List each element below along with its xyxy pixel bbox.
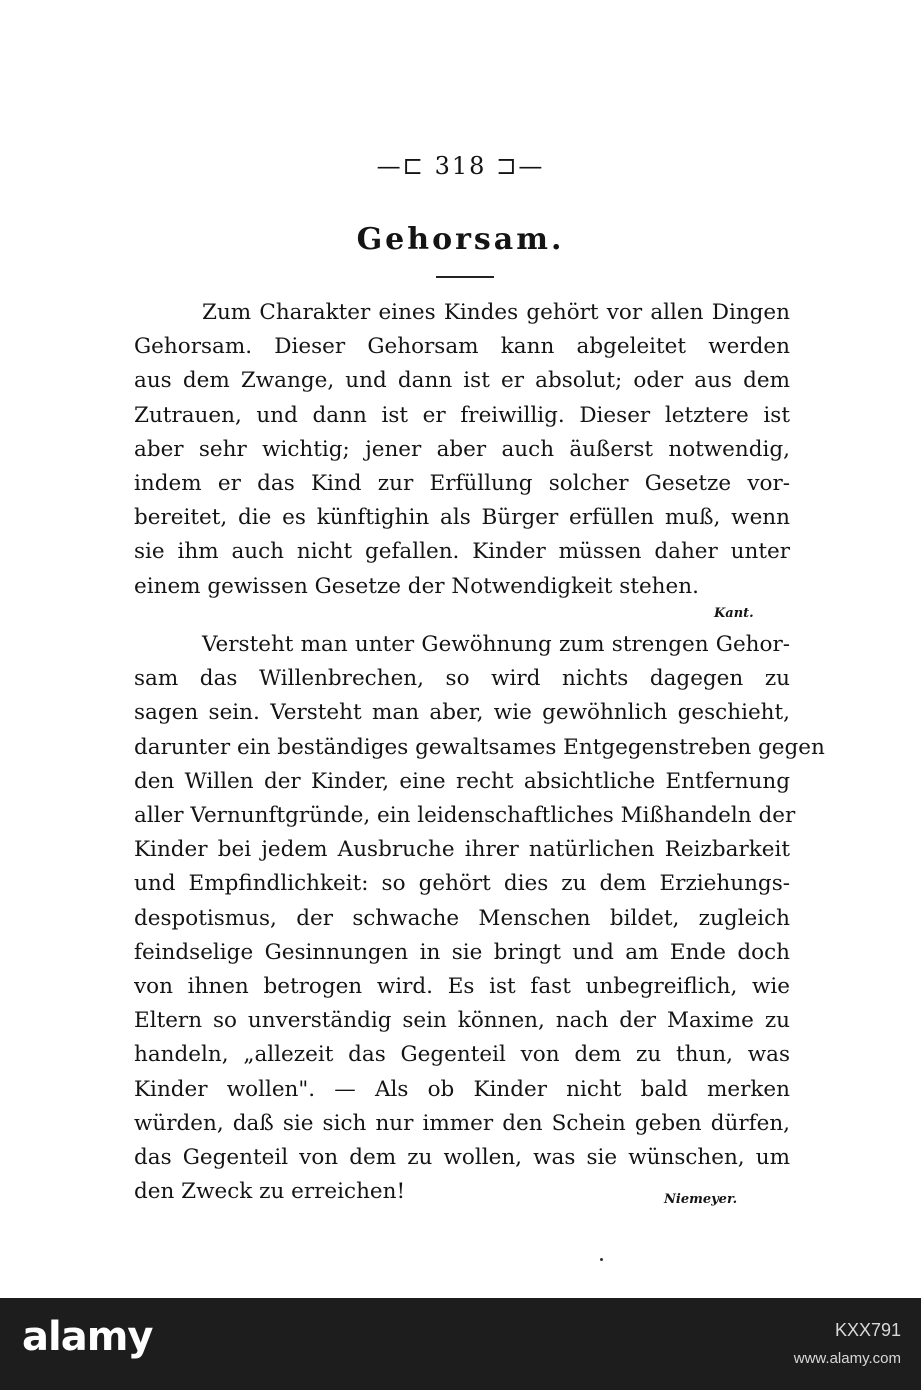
watermark-url: www.alamy.com	[793, 1350, 901, 1367]
text-line: sagen sein. Versteht man aber, wie gewöhnlich geschieht,	[134, 700, 790, 726]
text-line: despotismus, der schwache Menschen bildet, zugleich	[134, 905, 790, 931]
text-line: Zutrauen, und dann ist er freiwillig. Dieser letztere ist	[134, 402, 790, 428]
text-line: indem er das Kind zur Erfüllung solcher Gesetze vor-	[134, 471, 790, 497]
text-line: handeln, „allezeit das Gegenteil von dem zu thun, was	[134, 1042, 790, 1068]
print-speck	[600, 1258, 603, 1261]
text-line: von ihnen betrogen wird. Es ist fast unbegreiflich, wie	[134, 974, 790, 1000]
title-divider	[436, 276, 494, 278]
text-line: Eltern so unverständig sein können, nach der Maxime zu	[134, 1008, 790, 1034]
text-line: Versteht man unter Gewöhnung zum strengen Gehor-	[202, 632, 790, 657]
text-line: Gehorsam. Dieser Gehorsam kann abgeleitet werden	[134, 334, 790, 360]
text-line: und Empfindlichkeit: so gehört dies zu dem Erziehungs-	[134, 871, 790, 897]
chapter-title	[0, 222, 921, 257]
attribution-kant: Kant.	[714, 606, 754, 621]
alamy-logo: alamy	[22, 1314, 153, 1360]
text-line: das Gegenteil von dem zu wollen, was sie wünschen, um	[134, 1145, 790, 1171]
text-line: darunter ein beständiges gewaltsames Entgegenstreben gegen	[134, 734, 825, 760]
page-number: —⊏ 318 ⊐—	[376, 152, 545, 180]
text-line: aber sehr wichtig; jener aber auch äußerst notwendig,	[134, 436, 790, 462]
text-line: sam das Willenbrechen, so wird nichts dagegen zu	[134, 666, 790, 692]
text-line: Zum Charakter eines Kindes gehört vor allen Dingen	[202, 300, 790, 325]
text-line: aus dem Zwange, und dann ist er absolut; oder aus dem	[134, 368, 790, 394]
watermark-footer	[0, 1298, 921, 1390]
text-line: würden, daß sie sich nur immer den Schein geben dürfen,	[134, 1110, 790, 1136]
text-line: feindselige Gesinnungen in sie bringt und am Ende doch	[134, 939, 790, 965]
text-line: den Willen der Kinder, eine recht absichtliche Entfernung	[134, 768, 790, 794]
paragraph-niemeyer	[134, 628, 825, 1209]
text-line: sie ihm auch nicht gefallen. Kinder müssen daher unter	[134, 539, 790, 565]
text-line: aller Vernunftgründe, ein leidenschaftliches Mißhandeln der	[134, 803, 796, 829]
text-line: Kinder wollen". — Als ob Kinder nicht bald merken	[134, 1076, 790, 1102]
text-line: den Zweck zu erreichen!	[134, 1179, 406, 1205]
text-line: Kinder bei jedem Ausbruche ihrer natürlichen Reizbarkeit	[134, 837, 790, 863]
attribution-niemeyer: Niemeyer.	[664, 1192, 738, 1207]
chapter-title-text: Gehorsam.	[356, 222, 565, 257]
paragraph-kant	[134, 296, 790, 604]
text-line: bereitet, die es künftighin als Bürger erfüllen muß, wenn	[134, 505, 790, 531]
image-id: KXX791	[834, 1320, 901, 1340]
text-line: einem gewissen Gesetze der Notwendigkeit stehen.	[134, 573, 699, 599]
